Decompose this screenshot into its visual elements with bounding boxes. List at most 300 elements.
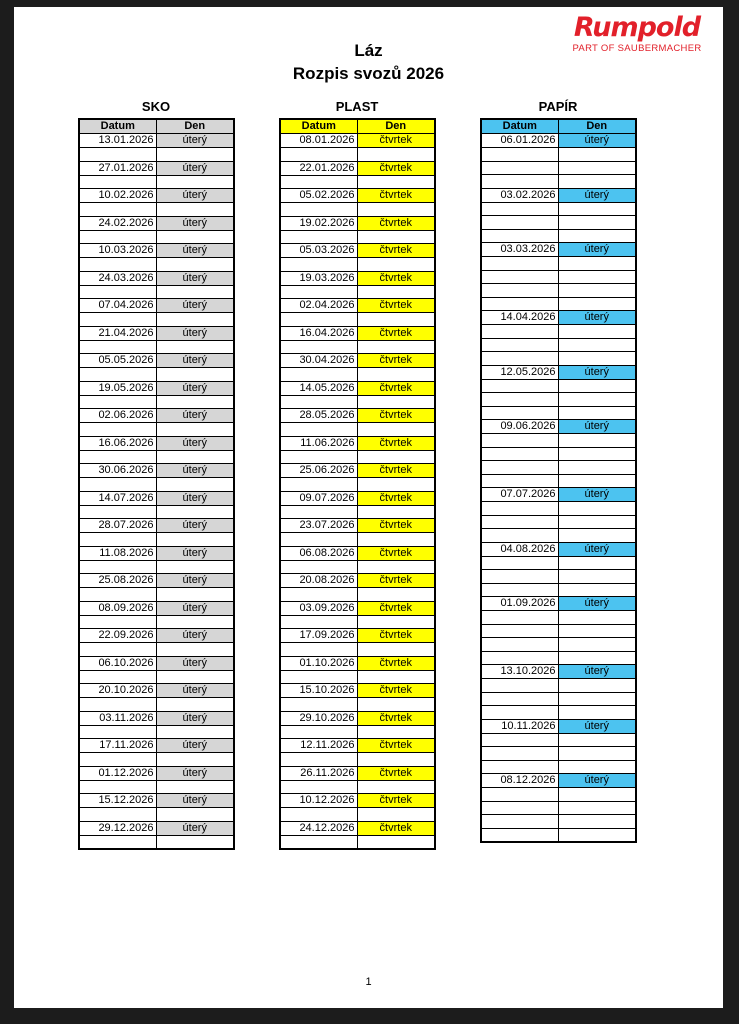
plast-day-cell: čtvrtek bbox=[357, 656, 435, 670]
papir-table-row bbox=[481, 665, 636, 679]
sko-table-row bbox=[79, 546, 234, 560]
plast-table-row bbox=[280, 546, 435, 560]
papir-table-row bbox=[481, 828, 636, 842]
sko-day-cell bbox=[156, 643, 234, 657]
plast-table-row bbox=[280, 326, 435, 340]
papir-table-row bbox=[481, 243, 636, 257]
plast-table-row bbox=[280, 519, 435, 533]
sko-table-row bbox=[79, 753, 234, 767]
papir-date-cell: 03.02.2026 bbox=[481, 188, 558, 202]
sko-day-cell: úterý bbox=[156, 244, 234, 258]
plast-day-cell: čtvrtek bbox=[357, 216, 435, 230]
papir-date-cell bbox=[481, 828, 558, 842]
plast-table-row bbox=[280, 450, 435, 464]
plast-date-cell bbox=[280, 203, 357, 217]
papir-date-cell bbox=[481, 733, 558, 747]
plast-table-row bbox=[280, 821, 435, 835]
papir-table-row bbox=[481, 365, 636, 379]
papir-date-header: Datum bbox=[481, 119, 558, 134]
papir-table-row bbox=[481, 202, 636, 216]
plast-table-row bbox=[280, 271, 435, 285]
sko-date-cell bbox=[79, 258, 156, 272]
sko-table-row bbox=[79, 381, 234, 395]
plast-date-cell: 19.02.2026 bbox=[280, 216, 357, 230]
sko-day-header: Den bbox=[156, 119, 234, 134]
plast-day-cell: čtvrtek bbox=[357, 354, 435, 368]
plast-day-cell: čtvrtek bbox=[357, 189, 435, 203]
plast-date-cell: 30.04.2026 bbox=[280, 354, 357, 368]
sko-day-cell bbox=[156, 753, 234, 767]
sko-date-cell bbox=[79, 835, 156, 849]
plast-day-cell: čtvrtek bbox=[357, 299, 435, 313]
sko-table-row bbox=[79, 354, 234, 368]
papir-date-cell bbox=[481, 651, 558, 665]
papir-date-cell: 06.01.2026 bbox=[481, 134, 558, 148]
papir-day-cell bbox=[558, 556, 636, 570]
papir-day-cell bbox=[558, 325, 636, 339]
plast-day-cell bbox=[357, 533, 435, 547]
papir-day-cell bbox=[558, 175, 636, 189]
plast-date-cell bbox=[280, 670, 357, 684]
papir-table-row bbox=[481, 556, 636, 570]
sko-day-cell bbox=[156, 285, 234, 299]
plast-table-row bbox=[280, 134, 435, 148]
sko-day-cell: úterý bbox=[156, 684, 234, 698]
papir-day-cell bbox=[558, 747, 636, 761]
plast-table-row bbox=[280, 340, 435, 354]
papir-date-cell bbox=[481, 461, 558, 475]
papir-date-cell: 12.05.2026 bbox=[481, 365, 558, 379]
sko-day-cell: úterý bbox=[156, 574, 234, 588]
sko-date-cell: 17.11.2026 bbox=[79, 739, 156, 753]
plast-date-cell bbox=[280, 780, 357, 794]
papir-date-cell bbox=[481, 284, 558, 298]
plast-day-cell bbox=[357, 753, 435, 767]
plast-date-cell bbox=[280, 478, 357, 492]
plast-day-cell: čtvrtek bbox=[357, 491, 435, 505]
sko-date-cell bbox=[79, 175, 156, 189]
papir-day-cell bbox=[558, 801, 636, 815]
sko-table-row bbox=[79, 780, 234, 794]
sko-table-row bbox=[79, 601, 234, 615]
papir-day-cell bbox=[558, 815, 636, 829]
plast-day-cell bbox=[357, 148, 435, 162]
papir-table-row bbox=[481, 461, 636, 475]
sko-table-row bbox=[79, 615, 234, 629]
plast-date-header: Datum bbox=[280, 119, 357, 134]
sko-date-cell bbox=[79, 395, 156, 409]
sko-day-cell bbox=[156, 203, 234, 217]
papir-date-cell bbox=[481, 747, 558, 761]
sko-table-row bbox=[79, 533, 234, 547]
papir-table-row bbox=[481, 216, 636, 230]
plast-table-row bbox=[280, 615, 435, 629]
sko-table-row bbox=[79, 230, 234, 244]
papir-date-cell bbox=[481, 297, 558, 311]
papir-day-cell bbox=[558, 284, 636, 298]
plast-table-row bbox=[280, 491, 435, 505]
plast-day-cell: čtvrtek bbox=[357, 711, 435, 725]
papir-date-cell: 01.09.2026 bbox=[481, 597, 558, 611]
papir-date-cell bbox=[481, 638, 558, 652]
logo-main-text: Rumpold bbox=[573, 12, 701, 43]
plast-date-cell: 17.09.2026 bbox=[280, 629, 357, 643]
papir-table-row bbox=[481, 747, 636, 761]
plast-date-cell bbox=[280, 505, 357, 519]
papir-date-cell bbox=[481, 216, 558, 230]
papir-table-row bbox=[481, 651, 636, 665]
plast-day-cell: čtvrtek bbox=[357, 326, 435, 340]
sko-day-cell: úterý bbox=[156, 464, 234, 478]
sko-day-cell: úterý bbox=[156, 656, 234, 670]
sko-date-cell bbox=[79, 725, 156, 739]
plast-table-row bbox=[280, 258, 435, 272]
plast-date-cell: 23.07.2026 bbox=[280, 519, 357, 533]
plast-day-cell: čtvrtek bbox=[357, 381, 435, 395]
sko-date-cell bbox=[79, 808, 156, 822]
papir-table-row bbox=[481, 161, 636, 175]
plast-day-cell bbox=[357, 258, 435, 272]
sko-day-cell: úterý bbox=[156, 436, 234, 450]
plast-day-cell bbox=[357, 340, 435, 354]
plast-day-cell bbox=[357, 203, 435, 217]
papir-table-row bbox=[481, 393, 636, 407]
plast-date-cell: 14.05.2026 bbox=[280, 381, 357, 395]
plast-table-row bbox=[280, 230, 435, 244]
plast-day-cell bbox=[357, 588, 435, 602]
sko-date-cell bbox=[79, 753, 156, 767]
sko-day-cell bbox=[156, 478, 234, 492]
papir-day-cell bbox=[558, 216, 636, 230]
sko-date-cell: 19.05.2026 bbox=[79, 381, 156, 395]
sko-date-cell bbox=[79, 203, 156, 217]
sko-date-cell: 10.03.2026 bbox=[79, 244, 156, 258]
papir-date-cell bbox=[481, 801, 558, 815]
papir-day-cell bbox=[558, 229, 636, 243]
sko-date-cell bbox=[79, 423, 156, 437]
sko-table-row bbox=[79, 656, 234, 670]
sko-day-cell: úterý bbox=[156, 519, 234, 533]
plast-date-cell: 10.12.2026 bbox=[280, 794, 357, 808]
plast-date-cell: 28.05.2026 bbox=[280, 409, 357, 423]
papir-date-cell bbox=[481, 583, 558, 597]
plast-day-cell bbox=[357, 698, 435, 712]
papir-date-cell: 03.03.2026 bbox=[481, 243, 558, 257]
papir-day-cell bbox=[558, 679, 636, 693]
papir-date-cell bbox=[481, 202, 558, 216]
sko-date-cell: 06.10.2026 bbox=[79, 656, 156, 670]
sko-date-cell bbox=[79, 533, 156, 547]
papir-table-row bbox=[481, 515, 636, 529]
plast-table-row bbox=[280, 533, 435, 547]
plast-date-cell bbox=[280, 615, 357, 629]
plast-table-row bbox=[280, 725, 435, 739]
sko-table bbox=[78, 118, 235, 850]
papir-table-row bbox=[481, 257, 636, 271]
plast-day-cell: čtvrtek bbox=[357, 546, 435, 560]
papir-day-cell: úterý bbox=[558, 243, 636, 257]
sko-table-row bbox=[79, 808, 234, 822]
plast-day-cell: čtvrtek bbox=[357, 684, 435, 698]
papir-day-cell bbox=[558, 515, 636, 529]
sko-date-cell: 28.07.2026 bbox=[79, 519, 156, 533]
sko-table-row bbox=[79, 505, 234, 519]
plast-table-row bbox=[280, 368, 435, 382]
sko-date-cell bbox=[79, 230, 156, 244]
sko-day-cell: úterý bbox=[156, 161, 234, 175]
plast-table-row bbox=[280, 381, 435, 395]
sko-date-cell bbox=[79, 505, 156, 519]
papir-table-row bbox=[481, 774, 636, 788]
papir-table-row bbox=[481, 447, 636, 461]
sko-day-cell bbox=[156, 588, 234, 602]
plast-date-cell: 05.03.2026 bbox=[280, 244, 357, 258]
plast-table-row bbox=[280, 684, 435, 698]
papir-date-cell bbox=[481, 529, 558, 543]
sko-table-row bbox=[79, 340, 234, 354]
plast-table-row bbox=[280, 753, 435, 767]
sko-day-cell bbox=[156, 533, 234, 547]
papir-table-row bbox=[481, 175, 636, 189]
papir-day-cell bbox=[558, 447, 636, 461]
papir-day-cell bbox=[558, 434, 636, 448]
papir-day-cell bbox=[558, 338, 636, 352]
papir-table-row bbox=[481, 338, 636, 352]
plast-date-cell bbox=[280, 423, 357, 437]
papir-date-cell: 10.11.2026 bbox=[481, 719, 558, 733]
plast-day-header: Den bbox=[357, 119, 435, 134]
plast-day-cell bbox=[357, 313, 435, 327]
papir-table-row bbox=[481, 788, 636, 802]
plast-day-cell bbox=[357, 615, 435, 629]
papir-day-header: Den bbox=[558, 119, 636, 134]
sko-day-cell bbox=[156, 230, 234, 244]
plast-table-row bbox=[280, 244, 435, 258]
papir-table-row bbox=[481, 542, 636, 556]
sko-table-row bbox=[79, 794, 234, 808]
sko-table-row bbox=[79, 175, 234, 189]
sko-date-cell: 24.02.2026 bbox=[79, 216, 156, 230]
papir-table-row bbox=[481, 760, 636, 774]
sko-table-row bbox=[79, 574, 234, 588]
papir-day-cell: úterý bbox=[558, 134, 636, 148]
papir-date-cell bbox=[481, 175, 558, 189]
sko-day-cell bbox=[156, 835, 234, 849]
papir-date-cell bbox=[481, 502, 558, 516]
plast-table-row bbox=[280, 588, 435, 602]
papir-day-cell bbox=[558, 611, 636, 625]
plast-day-cell bbox=[357, 643, 435, 657]
sko-date-cell bbox=[79, 643, 156, 657]
sko-day-cell: úterý bbox=[156, 491, 234, 505]
papir-table-row bbox=[481, 379, 636, 393]
plast-date-cell bbox=[280, 313, 357, 327]
papir-table-row bbox=[481, 706, 636, 720]
sko-date-cell: 16.06.2026 bbox=[79, 436, 156, 450]
sko-date-cell bbox=[79, 588, 156, 602]
papir-day-cell bbox=[558, 583, 636, 597]
papir-table-row bbox=[481, 284, 636, 298]
plast-day-cell bbox=[357, 423, 435, 437]
papir-date-cell bbox=[481, 515, 558, 529]
plast-date-cell bbox=[280, 175, 357, 189]
papir-date-cell bbox=[481, 624, 558, 638]
plast-date-cell bbox=[280, 835, 357, 849]
plast-table-row bbox=[280, 285, 435, 299]
sko-day-cell: úterý bbox=[156, 821, 234, 835]
sko-date-cell: 24.03.2026 bbox=[79, 271, 156, 285]
papir-day-cell bbox=[558, 148, 636, 162]
sko-table-row bbox=[79, 368, 234, 382]
sko-day-cell: úterý bbox=[156, 271, 234, 285]
papir-date-cell bbox=[481, 611, 558, 625]
plast-table-row bbox=[280, 148, 435, 162]
papir-date-cell: 08.12.2026 bbox=[481, 774, 558, 788]
sko-day-cell bbox=[156, 725, 234, 739]
papir-date-cell bbox=[481, 406, 558, 420]
papir-day-cell bbox=[558, 692, 636, 706]
sko-table-row bbox=[79, 216, 234, 230]
sko-table-row bbox=[79, 464, 234, 478]
papir-date-cell bbox=[481, 379, 558, 393]
papir-day-cell: úterý bbox=[558, 365, 636, 379]
plast-day-cell bbox=[357, 835, 435, 849]
plast-day-cell: čtvrtek bbox=[357, 464, 435, 478]
plast-date-cell bbox=[280, 230, 357, 244]
plast-date-cell bbox=[280, 285, 357, 299]
sko-date-cell: 29.12.2026 bbox=[79, 821, 156, 835]
sko-table-row bbox=[79, 313, 234, 327]
papir-day-cell: úterý bbox=[558, 420, 636, 434]
plast-table-row bbox=[280, 203, 435, 217]
plast-table-row bbox=[280, 478, 435, 492]
sko-day-cell: úterý bbox=[156, 794, 234, 808]
papir-day-cell bbox=[558, 570, 636, 584]
papir-table-row bbox=[481, 188, 636, 202]
sko-day-cell: úterý bbox=[156, 134, 234, 148]
sko-date-cell bbox=[79, 368, 156, 382]
papir-day-cell bbox=[558, 733, 636, 747]
plast-table-row bbox=[280, 780, 435, 794]
plast-table-row bbox=[280, 835, 435, 849]
sko-day-cell bbox=[156, 505, 234, 519]
plast-date-cell bbox=[280, 588, 357, 602]
papir-day-cell: úterý bbox=[558, 188, 636, 202]
papir-date-cell bbox=[481, 229, 558, 243]
papir-date-cell bbox=[481, 556, 558, 570]
papir-day-cell bbox=[558, 270, 636, 284]
plast-date-cell: 25.06.2026 bbox=[280, 464, 357, 478]
sko-date-cell bbox=[79, 670, 156, 684]
papir-date-cell: 09.06.2026 bbox=[481, 420, 558, 434]
sko-date-header: Datum bbox=[79, 119, 156, 134]
sko-date-cell: 05.05.2026 bbox=[79, 354, 156, 368]
plast-table-row bbox=[280, 161, 435, 175]
plast-date-cell bbox=[280, 533, 357, 547]
sko-date-cell: 27.01.2026 bbox=[79, 161, 156, 175]
plast-date-cell bbox=[280, 340, 357, 354]
sko-day-cell bbox=[156, 148, 234, 162]
sko-table-row bbox=[79, 835, 234, 849]
sko-table-row bbox=[79, 629, 234, 643]
plast-table-row bbox=[280, 216, 435, 230]
papir-date-cell bbox=[481, 447, 558, 461]
papir-day-cell bbox=[558, 297, 636, 311]
papir-date-cell bbox=[481, 434, 558, 448]
papir-table-row bbox=[481, 638, 636, 652]
papir-day-cell bbox=[558, 202, 636, 216]
papir-day-cell bbox=[558, 502, 636, 516]
papir-day-cell bbox=[558, 352, 636, 366]
papir-table-row bbox=[481, 733, 636, 747]
sko-date-cell: 14.07.2026 bbox=[79, 491, 156, 505]
papir-date-cell bbox=[481, 706, 558, 720]
sko-table-row bbox=[79, 271, 234, 285]
papir-day-cell bbox=[558, 406, 636, 420]
papir-day-cell bbox=[558, 760, 636, 774]
plast-day-cell bbox=[357, 478, 435, 492]
page-number: 1 bbox=[365, 976, 372, 988]
papir-date-cell bbox=[481, 393, 558, 407]
sko-table-row bbox=[79, 161, 234, 175]
plast-day-cell: čtvrtek bbox=[357, 271, 435, 285]
sko-day-cell: úterý bbox=[156, 739, 234, 753]
sko-table-row bbox=[79, 491, 234, 505]
plast-table-row bbox=[280, 189, 435, 203]
sko-date-cell: 03.11.2026 bbox=[79, 711, 156, 725]
sko-day-cell: úterý bbox=[156, 189, 234, 203]
plast-date-cell: 11.06.2026 bbox=[280, 436, 357, 450]
plast-date-cell bbox=[280, 148, 357, 162]
sko-table-row bbox=[79, 436, 234, 450]
papir-table-row bbox=[481, 597, 636, 611]
plast-day-cell: čtvrtek bbox=[357, 821, 435, 835]
plast-day-cell bbox=[357, 285, 435, 299]
papir-table-row bbox=[481, 488, 636, 502]
sko-date-cell: 07.04.2026 bbox=[79, 299, 156, 313]
plast-date-cell: 19.03.2026 bbox=[280, 271, 357, 285]
plast-day-cell: čtvrtek bbox=[357, 161, 435, 175]
papir-day-cell: úterý bbox=[558, 665, 636, 679]
papir-table-row bbox=[481, 719, 636, 733]
sko-table-row bbox=[79, 244, 234, 258]
plast-table-row bbox=[280, 698, 435, 712]
sko-date-cell bbox=[79, 780, 156, 794]
papir-heading: PAPÍR bbox=[538, 99, 578, 114]
sko-date-cell: 15.12.2026 bbox=[79, 794, 156, 808]
plast-day-cell: čtvrtek bbox=[357, 794, 435, 808]
plast-date-cell: 08.01.2026 bbox=[280, 134, 357, 148]
papir-day-cell bbox=[558, 828, 636, 842]
plast-date-cell: 05.02.2026 bbox=[280, 189, 357, 203]
papir-day-cell bbox=[558, 651, 636, 665]
sko-table-row bbox=[79, 299, 234, 313]
plast-table-row bbox=[280, 739, 435, 753]
plast-date-cell: 12.11.2026 bbox=[280, 739, 357, 753]
page-title: Láz bbox=[354, 41, 383, 60]
plast-day-cell: čtvrtek bbox=[357, 601, 435, 615]
plast-date-cell: 06.08.2026 bbox=[280, 546, 357, 560]
sko-day-cell: úterý bbox=[156, 299, 234, 313]
plast-day-cell: čtvrtek bbox=[357, 134, 435, 148]
plast-date-cell: 20.08.2026 bbox=[280, 574, 357, 588]
sko-day-cell: úterý bbox=[156, 629, 234, 643]
sko-heading: SKO bbox=[141, 99, 171, 114]
papir-date-cell bbox=[481, 679, 558, 693]
sko-date-cell: 20.10.2026 bbox=[79, 684, 156, 698]
papir-table-row bbox=[481, 474, 636, 488]
plast-table-row bbox=[280, 505, 435, 519]
